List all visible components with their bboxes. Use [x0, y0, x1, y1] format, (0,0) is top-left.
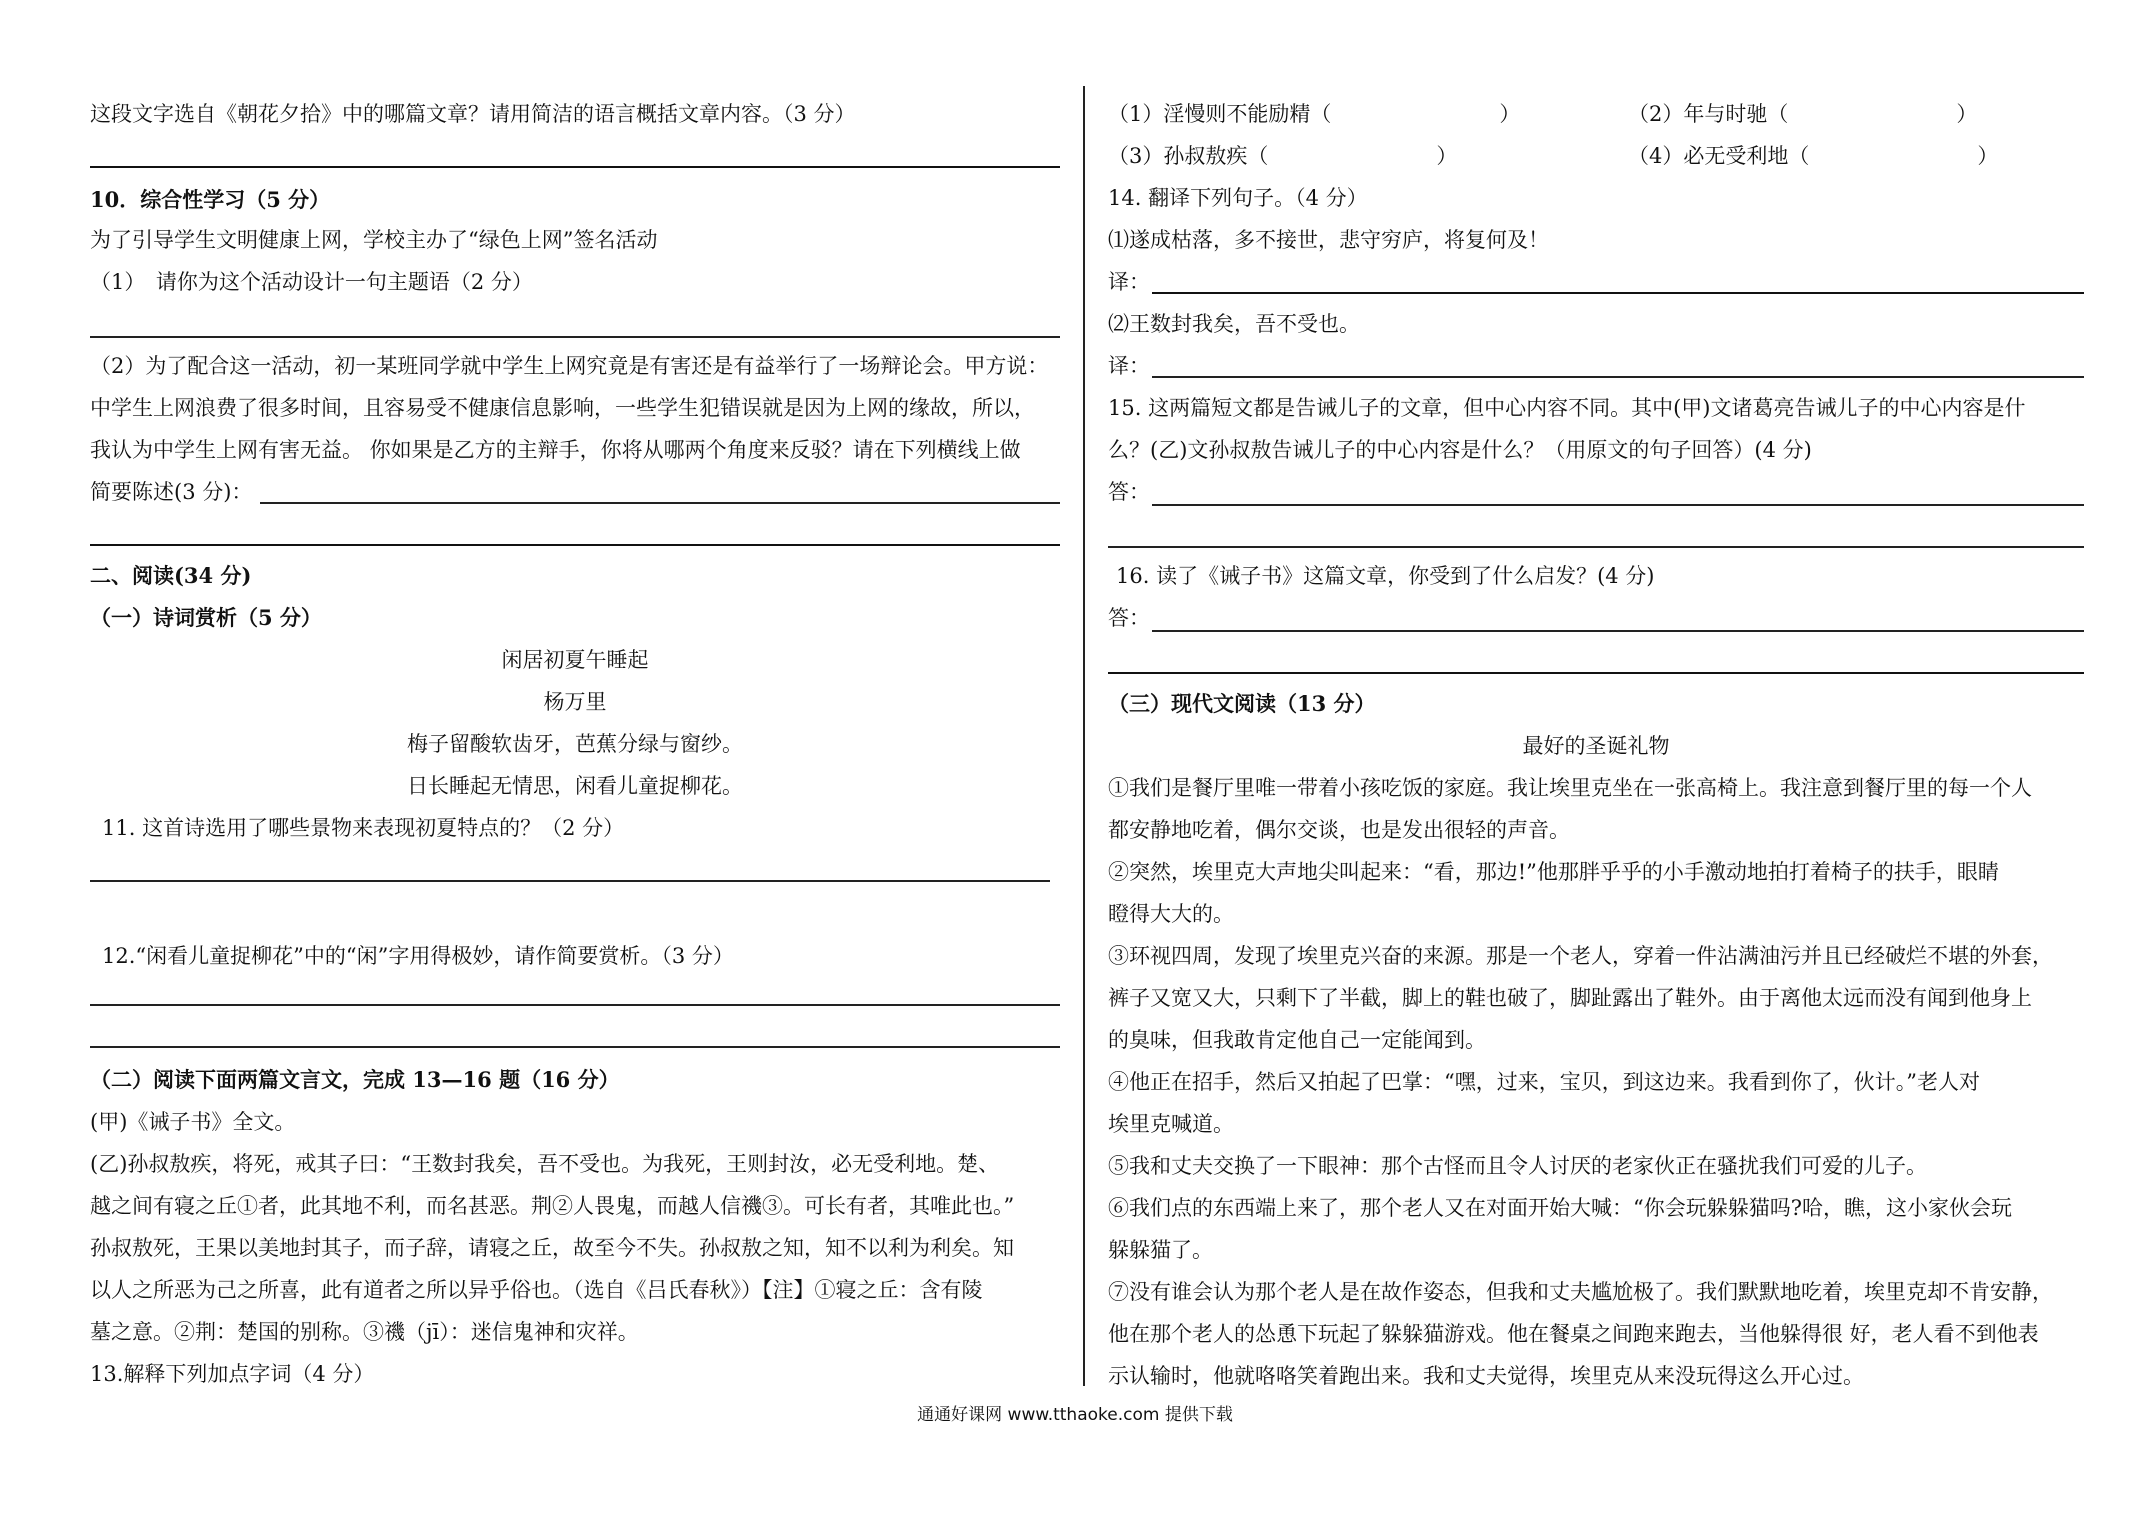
poem-author: 杨万里	[543, 690, 607, 714]
q13-item-4: （4）必无受利地（ ）	[1628, 144, 1999, 168]
column-divider	[1083, 86, 1085, 1386]
q10-2-answer-line2[interactable]	[90, 544, 1060, 546]
q10-2-line1: （2）为了配合这一活动，初一某班同学就中学生上网究竟是有害还是有益举行了一场辩论会。甲方说：	[90, 354, 1049, 378]
paragraph-7-line1: ⑦没有谁会认为那个老人是在故作姿态，但我和丈夫尴尬极了。我们默默地吃着，埃里克却不肯安静，	[1108, 1280, 2053, 1304]
q16-question: 16. 读了《诫子书》这篇文章，你受到了什么启发？(4 分)	[1116, 564, 1655, 588]
q13-item-3: （3）孙叔敖疾（ ）	[1108, 144, 1458, 168]
paragraph-2-line1: ②突然，埃里克大声地尖叫起来：“看，那边!”他那胖乎乎的小手激动地拍打着椅子的扶手，眼睛	[1108, 860, 1999, 884]
poem-line-1: 梅子留酸软齿牙，芭蕉分绿与窗纱。	[407, 732, 743, 756]
q16-answer-label: 答：	[1108, 606, 1150, 630]
poem-title: 闲居初夏午睡起	[501, 648, 649, 672]
q10-title: 10．综合性学习（5 分）	[90, 187, 331, 212]
q14-2-label: 译：	[1108, 354, 1150, 378]
text-yi-line2: 越之间有寝之丘①者，此其地不利，而名甚恶。荆②人畏鬼，而越人信禨③。可长有者，其唯此也。”	[90, 1194, 1015, 1218]
classical-section-title: （二）阅读下面两篇文言文，完成 13—16 题（16 分）	[90, 1067, 620, 1092]
q11-answer-line[interactable]	[90, 880, 1050, 882]
q12-answer-line1[interactable]	[90, 1004, 1060, 1006]
q13-question: 13.解释下列加点字词（4 分）	[90, 1362, 375, 1386]
q15-answer-line1[interactable]	[1152, 504, 2084, 506]
paragraph-3-line1: ③环视四周，发现了埃里克兴奋的来源。那是一个老人，穿着一件沾满油污并且已经破烂不堪的外套，	[1108, 944, 2053, 968]
q10-2-line4: 简要陈述(3 分)：	[90, 480, 253, 504]
q9-question: 这段文字选自《朝花夕拾》中的哪篇文章？请用简洁的语言概括文章内容。（3 分）	[90, 102, 856, 126]
text-yi-line4: 以人之所恶为己之所喜，此有道者之所以异乎俗也。（选自《吕氏春秋》）【注】①寝之丘：含有陵	[90, 1278, 983, 1302]
q16-answer-line2[interactable]	[1108, 672, 2084, 674]
q15-line1: 15. 这两篇短文都是告诫儿子的文章，但中心内容不同。其中(甲)文诸葛亮告诫儿子的中心内容是什	[1108, 396, 2026, 420]
paragraph-7-line3: 示认输时，他就咯咯笑着跑出来。我和丈夫觉得，埃里克从来没玩得这么开心过。	[1108, 1364, 1864, 1388]
q15-answer-line2[interactable]	[1108, 546, 2084, 548]
q13-item-2: （2）年与时驰（ ）	[1628, 102, 1978, 126]
section2-title: 二、阅读(34 分)	[90, 563, 252, 588]
q14-question: 14. 翻译下列句子。（4 分）	[1108, 186, 1368, 210]
paragraph-4-line1: ④他正在招手，然后又拍起了巴掌：“嘿，过来，宝贝，到这边来。我看到你了，伙计。”老人对	[1108, 1070, 1980, 1094]
q14-sentence-1: ⑴遂成枯落，多不接世，悲守穷庐，将复何及！	[1108, 228, 1549, 252]
paragraph-6-line1: ⑥我们点的东西端上来了，那个老人又在对面开始大喊：“你会玩躲躲猫吗?哈，瞧，这小家伙会玩	[1108, 1196, 2012, 1220]
poem-line-2: 日长睡起无情思，闲看儿童捉柳花。	[407, 774, 743, 798]
q14-1-answer-line[interactable]	[1152, 292, 2084, 294]
q14-sentence-2: ⑵王数封我矣，吾不受也。	[1108, 312, 1360, 336]
q12-answer-line2[interactable]	[90, 1046, 1060, 1048]
q16-answer-line1[interactable]	[1152, 630, 2084, 632]
q10-1-question: （1） 请你为这个活动设计一句主题语（2 分）	[90, 270, 533, 294]
paragraph-5: ⑤我和丈夫交换了一下眼神：那个古怪而且令人讨厌的老家伙正在骚扰我们可爱的儿子。	[1108, 1154, 1927, 1178]
paragraph-7-line2: 他在那个老人的怂恿下玩起了躲躲猫游戏。他在餐桌之间跑来跑去，当他躲得很 好，老人看不到他表	[1108, 1322, 2039, 1346]
paragraph-4-line2: 埃里克喊道。	[1108, 1112, 1234, 1136]
paragraph-3-line3: 的臭味，但我敢肯定他自己一定能闻到。	[1108, 1028, 1486, 1052]
q15-answer-label: 答：	[1108, 480, 1150, 504]
page-footer: 通通好课网 www.tthaoke.com 提供下载	[917, 1405, 1233, 1425]
q11-question: 11. 这首诗选用了哪些景物来表现初夏特点的？（2 分）	[102, 816, 625, 840]
q14-2-answer-line[interactable]	[1152, 376, 2084, 378]
text-jia: (甲)《诫子书》全文。	[90, 1110, 296, 1134]
q10-2-line3: 我认为中学生上网有害无益。 你如果是乙方的主辩手，你将从哪两个角度来反驳？请在下列横线上做	[90, 438, 1021, 462]
story-title: 最好的圣诞礼物	[1522, 734, 1670, 758]
poetry-section-title: （一）诗词赏析（5 分）	[90, 605, 322, 630]
q10-2-line2: 中学生上网浪费了很多时间，且容易受不健康信息影响，一些学生犯错误就是因为上网的缘故，所以，	[90, 396, 1035, 420]
paragraph-2-line2: 瞪得大大的。	[1108, 902, 1234, 926]
text-yi-line3: 孙叔敖死，王果以美地封其子，而子辞，请寝之丘，故至今不失。孙叔敖之知，知不以利为利矣。知	[90, 1236, 1014, 1260]
paragraph-6-line2: 躲躲猫了。	[1108, 1238, 1213, 1262]
q15-line2: 么？(乙)文孙叔敖告诫儿子的中心内容是什么？（用原文的句子回答）(4 分)	[1108, 438, 1812, 462]
q14-1-label: 译：	[1108, 270, 1150, 294]
paragraph-3-line2: 裤子又宽又大，只剩下了半截，脚上的鞋也破了，脚趾露出了鞋外。由于离他太远而没有闻到他身上	[1108, 986, 2032, 1010]
q12-question: 12.“闲看儿童捉柳花”中的“闲”字用得极妙，请作简要赏析。（3 分）	[102, 944, 734, 968]
text-yi-line1: (乙)孙叔敖疾，将死，戒其子曰：“王数封我矣，吾不受也。为我死，王则封汝，必无受利地。楚、	[90, 1152, 1000, 1176]
q13-item-1: （1）淫慢则不能励精（ ）	[1108, 102, 1521, 126]
q10-intro: 为了引导学生文明健康上网，学校主办了“绿色上网”签名活动	[90, 228, 658, 252]
q10-1-answer-line[interactable]	[90, 336, 1060, 338]
modern-reading-title: （三）现代文阅读（13 分）	[1108, 691, 1376, 716]
q9-answer-line[interactable]	[90, 166, 1060, 168]
paragraph-1-line1: ①我们是餐厅里唯一带着小孩吃饭的家庭。我让埃里克坐在一张高椅上。我注意到餐厅里的每一个人	[1108, 776, 2032, 800]
text-yi-line5: 墓之意。②荆：楚国的别称。③禨（jī）：迷信鬼神和灾祥。	[90, 1320, 639, 1344]
paragraph-1-line2: 都安静地吃着，偶尔交谈，也是发出很轻的声音。	[1108, 818, 1570, 842]
q10-2-answer-line[interactable]	[260, 502, 1060, 504]
